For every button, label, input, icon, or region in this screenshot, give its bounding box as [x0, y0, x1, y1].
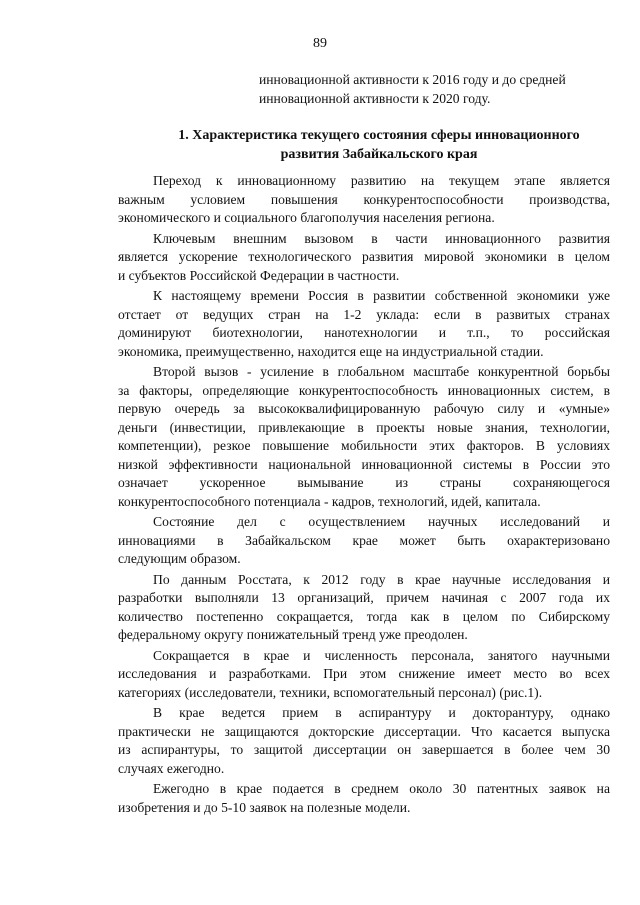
intro-line: инновационной активности к 2020 году.	[259, 91, 491, 106]
paragraph-line: Второй вызов - усиление в глобальном масштабе конкурентной борьбы	[153, 364, 610, 379]
paragraph-line: экономического и социального благополучия населения региона.	[118, 210, 495, 225]
paragraph	[118, 230, 610, 286]
intro-text	[259, 70, 579, 108]
paragraph-line: низкой эффективности национальной инновационной системы в России это	[118, 456, 610, 472]
paragraph-line: изобретения и до 5-10 заявок на полезные модели.	[118, 799, 411, 815]
paragraph-line: разработки выполняли 13 организаций, причем начиная с 2007 года их	[118, 590, 610, 605]
paragraph-line: категориях (исследователи, техники, вспомогательный персонал) (рис.1).	[118, 684, 543, 700]
page-number: 89	[313, 36, 327, 51]
paragraph	[118, 704, 610, 778]
paragraph-line: Ключевым внешним вызовом в части инновационного развития	[153, 230, 610, 246]
paragraph-line: деньги (инвестиции, привлекающие в проекты новые знания, технологии,	[118, 419, 610, 435]
paragraph-line: По данным Росстата, к 2012 году в крае научные исследования и	[153, 571, 610, 587]
paragraph-line: количество постепенно сокращается, тогда как в целом по Сибирскому	[118, 608, 610, 624]
paragraph-line: практически не защищаются докторские диссертации. Что касается выпуска	[118, 723, 610, 739]
paragraph-line: первую очередь за высококвалифицированную рабочую силу и «умные»	[118, 401, 610, 416]
paragraph	[118, 287, 610, 361]
section-heading	[118, 126, 640, 164]
paragraph-line: доминируют биотехнологии, нанотехнологии и т.п., то российская	[118, 325, 610, 340]
paragraph-line: инновациями в Забайкальском крае может быть охарактеризовано	[118, 532, 610, 548]
paragraph-line: В крае ведется прием в аспирантуру и докторантуру, однако	[153, 705, 610, 720]
body-text	[118, 172, 610, 819]
paragraph-line: федеральному округу понижательный тренд уже преодолен.	[118, 627, 468, 642]
paragraph-line: случаях ежегодно.	[118, 760, 225, 776]
paragraph-line: Переход к инновационному развитию на текущем этапе является	[153, 173, 610, 188]
paragraph	[118, 172, 610, 228]
paragraph-line: означает ускоренное вымывание из страны сохраняющегося	[118, 475, 610, 490]
heading-line: 1. Характеристика текущего состояния сферы инновационного	[178, 128, 580, 143]
paragraph-line: исследования и разработками. При этом снижение имеет место во всех	[118, 666, 610, 681]
paragraph	[118, 363, 610, 511]
intro-line: инновационной активности к 2016 году и до средней	[259, 72, 566, 87]
paragraph-line: экономика, преимущественно, находится еще на индустриальной стадии.	[118, 343, 544, 359]
paragraph-line: важным условием повышения конкурентоспособности производства,	[118, 191, 610, 207]
paragraph-line: из аспирантуры, то защитой диссертации он завершается в более чем 30	[118, 742, 610, 757]
paragraph-line: является ускорение технологического развития мировой экономики в целом	[118, 249, 610, 264]
paragraph	[118, 647, 610, 703]
paragraph-line: К настоящему времени Россия в развитии собственной экономики уже	[153, 288, 610, 303]
paragraph-line: компетенции), резкое повышение мобильности этих факторов. В условиях	[118, 438, 610, 453]
paragraph	[118, 780, 610, 817]
paragraph-line: отстает от ведущих стран на 1-2 уклада: если в развитых странах	[118, 306, 610, 322]
paragraph-line: и субъектов Российской Федерации в частности.	[118, 267, 400, 283]
heading-line: развития Забайкальского края	[280, 147, 478, 162]
paragraph	[118, 513, 610, 569]
paragraph-line: Ежегодно в крае подается в среднем около 30 патентных заявок на	[153, 781, 610, 796]
paragraph-line: за факторы, определяющие конкурентоспособность инновационных систем, в	[118, 382, 610, 398]
paragraph-line: Состояние дел с осуществлением научных исследований и	[153, 514, 610, 529]
paragraph	[118, 571, 610, 645]
paragraph-line: Сокращается в крае и численность персонала, занятого научными	[153, 647, 610, 663]
paragraph-line: следующим образом.	[118, 551, 241, 566]
paragraph-line: конкурентоспособного потенциала - кадров, технологий, идей, капитала.	[118, 493, 541, 509]
